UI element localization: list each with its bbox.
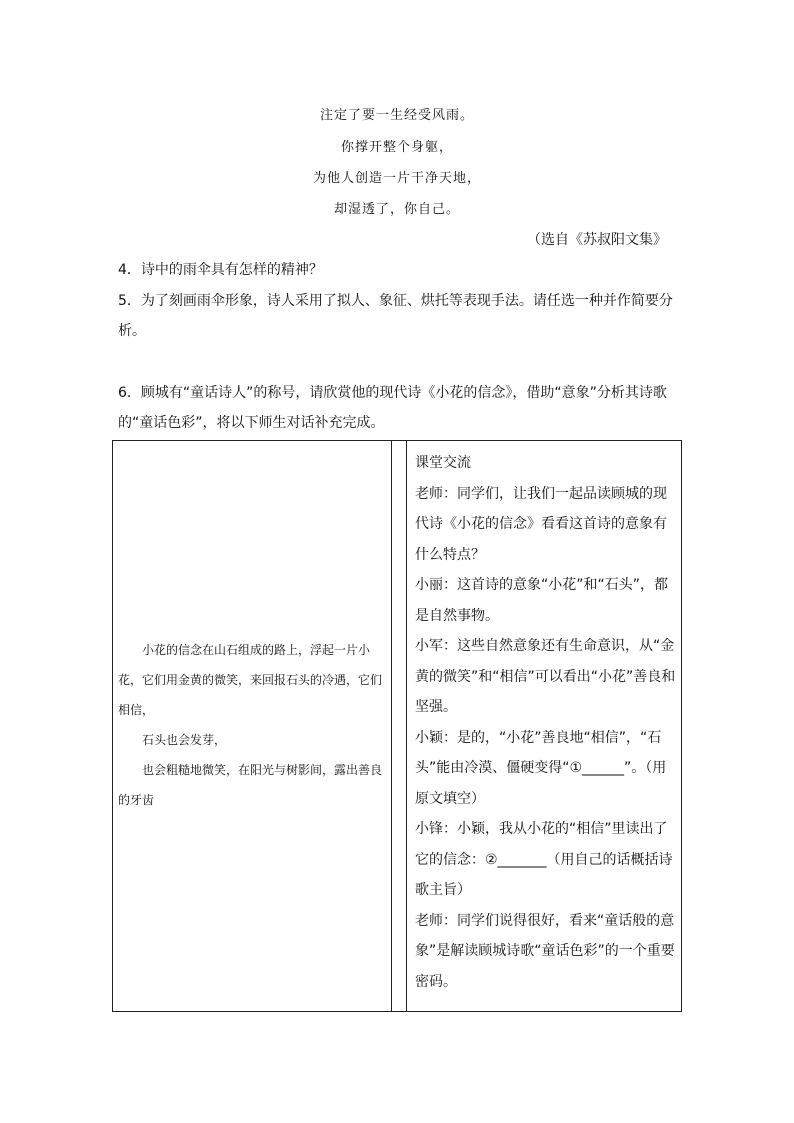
dialogue-line: 老师：同学们说得很好，看来“童话般的意象”是解读顾城诗歌“童话色彩”的一个重要密码。 — [415, 912, 675, 990]
poem-source: （选自《苏叔阳文集》 — [527, 232, 667, 248]
poem-paragraph: 也会粗糙地微笑，在阳光与树影间，露出善良的牙齿 — [118, 763, 383, 807]
dialogue-line: 小军：这些自然意象还有生命意识，从“金黄的微笑”和“相信”可以看出“小花”善良和坚强。 — [415, 638, 676, 715]
question-4: 4．诗中的雨伞具有怎样的精神？ — [118, 262, 323, 278]
dialogue-line: 小锋：小颖，我从小花的“相信”里读出了它的信念：②_______（用自己的话概括诗歌主旨） — [415, 821, 673, 898]
poem-line: 注定了要一生经受风雨。 — [319, 108, 474, 123]
poem-paragraph: 石头也会发芽， — [142, 733, 227, 747]
classroom-dialogue — [415, 448, 677, 997]
dialogue-title: 课堂交流 — [415, 455, 471, 471]
xiaohua-poem — [118, 635, 386, 815]
divider-cell — [392, 441, 407, 1012]
poem-paragraph: 小花的信念在山石组成的路上，浮起一片小花，它们用金黄的微笑，来回报石头的冷遇，它们相信， — [118, 643, 383, 717]
poem-line: 你撑开整个身躯， — [340, 140, 453, 155]
question-5: 5．为了刻画雨伞形象，诗人采用了拟人、象征、烘托等表现手法。请任选一种并作简要分析。 — [118, 293, 673, 339]
dialogue-line: 小丽：这首诗的意象“小花”和“石头”，都是自然事物。 — [415, 577, 669, 624]
dialogue-line: 小颖：是的，“小花”善良地“相信”，“石头”能由冷漠、僵硬变得“①______”。（用原文填空） — [415, 729, 667, 807]
question-6: 6．顾城有“童话诗人”的称号，请欣赏他的现代诗《小花的信念》，借助“意象”分析其诗歌的“童话色彩”，将以下师生对话补充完成。 — [118, 385, 667, 431]
dialogue-line: 老师：同学们，让我们一起品读顾城的现代诗《小花的信念》看看这首诗的意象有什么特点？ — [415, 485, 667, 563]
poem-line: 却湿透了，你自己。 — [333, 202, 460, 217]
poem-line: 为他人创造一片干净天地， — [312, 171, 481, 186]
